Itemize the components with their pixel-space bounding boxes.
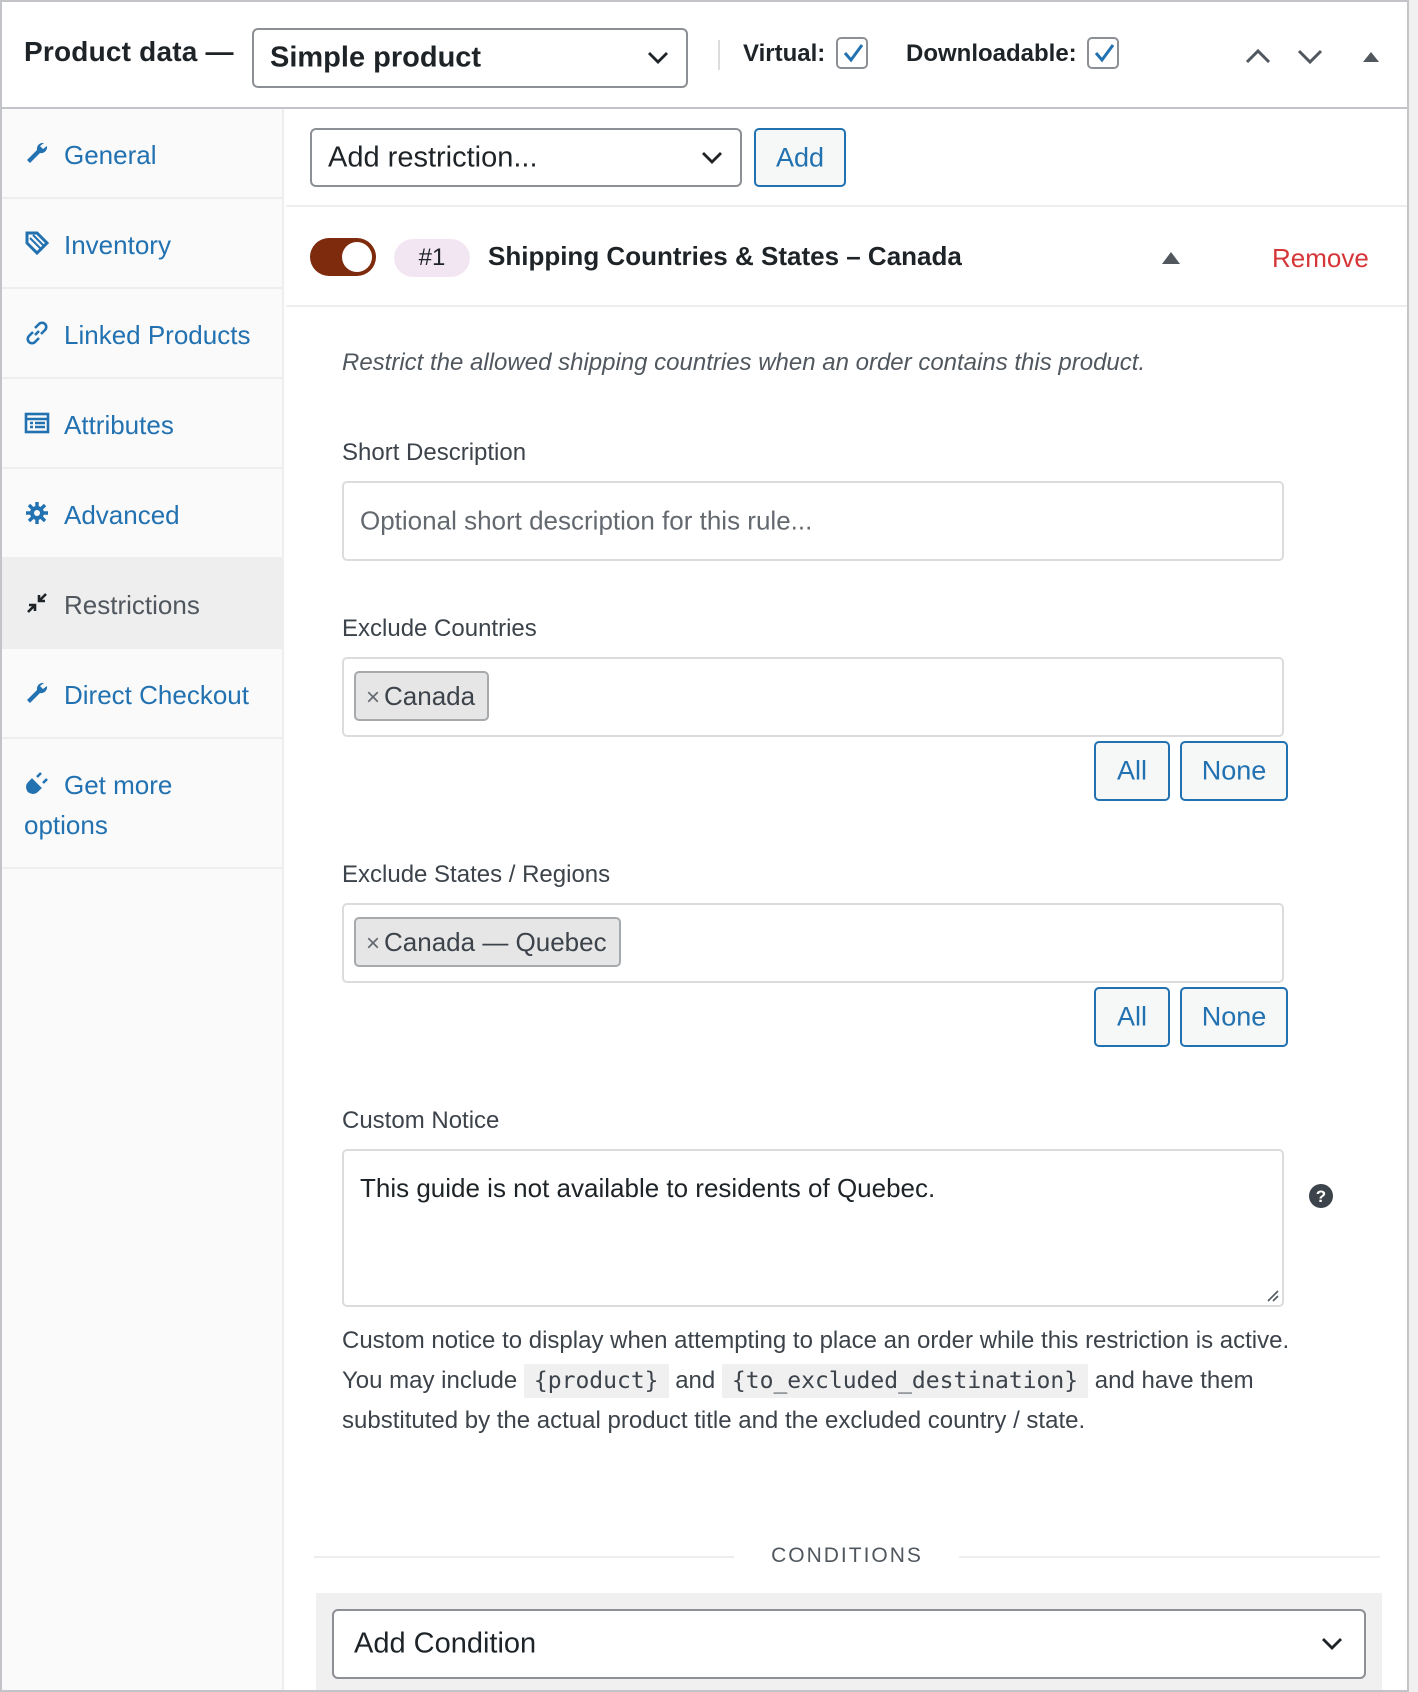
tab-label: Inventory xyxy=(64,230,171,260)
tab-label: Advanced xyxy=(64,500,180,530)
toggle-knob xyxy=(342,242,372,272)
restrictions-content xyxy=(286,109,1407,1690)
resize-handle-icon[interactable] xyxy=(1264,1287,1280,1303)
tab-restrictions[interactable] xyxy=(2,559,282,649)
conditions-separator xyxy=(314,1542,1380,1572)
add-restriction-select[interactable] xyxy=(310,128,742,187)
tab-linked-products[interactable] xyxy=(2,289,282,379)
select-none-countries-button[interactable] xyxy=(1180,741,1288,801)
add-restriction-placeholder: Add restriction... xyxy=(328,141,538,173)
custom-notice-value: This guide is not available to residents of Quebec. xyxy=(360,1173,936,1203)
move-down-icon[interactable] xyxy=(1295,42,1325,70)
tag-label: Canada xyxy=(384,681,476,711)
checkmark-icon xyxy=(1091,40,1117,66)
desc-text: Custom notice to display when attempting to place an order while this restriction is active. You may include xyxy=(342,1327,1290,1394)
rule-intro: Restrict the allowed shipping countries when an order contains this product. xyxy=(342,349,1146,376)
desc-text: and have them substituted by the actual product title and the excluded country / state. xyxy=(342,1367,1254,1434)
restriction-rule-header[interactable] xyxy=(286,207,1407,307)
tab-label: General xyxy=(64,140,157,170)
rule-number-badge: #1 xyxy=(394,239,470,277)
tag-label: Canada — Quebec xyxy=(384,927,607,957)
remove-rule-link[interactable]: Remove xyxy=(1272,243,1369,273)
remove-tag-icon[interactable]: × xyxy=(366,930,381,957)
product-type-value: Simple product xyxy=(270,41,482,74)
tab-label: Attributes xyxy=(64,410,174,440)
arrows-in-icon xyxy=(24,590,50,616)
exclude-countries-input[interactable] xyxy=(342,657,1284,737)
conditions-heading: CONDITIONS xyxy=(771,1544,923,1567)
list-icon xyxy=(24,410,50,436)
none-label: None xyxy=(1201,1001,1267,1032)
panel-title: Product data — xyxy=(24,36,234,67)
chevron-down-icon xyxy=(646,50,670,66)
plugin-icon xyxy=(24,770,50,796)
add-condition-select[interactable] xyxy=(332,1609,1366,1679)
add-restriction-button[interactable] xyxy=(754,128,846,187)
wrench-icon xyxy=(24,140,50,166)
chevron-down-icon xyxy=(700,150,724,166)
none-label: None xyxy=(1201,755,1267,786)
exclude-states-input[interactable] xyxy=(342,903,1284,983)
checkmark-icon xyxy=(840,40,866,66)
country-tag[interactable] xyxy=(354,671,489,721)
tag-icon xyxy=(24,230,50,256)
short-description-input[interactable] xyxy=(342,481,1284,561)
add-condition-placeholder: Add Condition xyxy=(354,1627,537,1660)
state-tag[interactable] xyxy=(354,917,621,967)
tab-direct-checkout[interactable] xyxy=(2,649,282,739)
collapse-panel-icon[interactable] xyxy=(1356,42,1386,70)
custom-notice-description xyxy=(342,1321,1302,1441)
wrench-icon xyxy=(24,680,50,706)
tab-label: Linked Products xyxy=(64,320,251,350)
select-all-states-button[interactable] xyxy=(1094,987,1170,1047)
tab-get-more-options[interactable] xyxy=(2,739,282,869)
downloadable-label: Downloadable: xyxy=(906,40,1077,67)
custom-notice-textarea[interactable] xyxy=(342,1149,1284,1307)
all-label: All xyxy=(1116,1001,1147,1032)
select-all-countries-button[interactable] xyxy=(1094,741,1170,801)
tab-general[interactable] xyxy=(2,109,282,199)
short-description-placeholder: Optional short description for this rule... xyxy=(360,505,813,536)
virtual-label: Virtual: xyxy=(743,40,826,67)
desc-text: and xyxy=(675,1367,716,1394)
conditions-box xyxy=(316,1593,1382,1692)
help-icon[interactable] xyxy=(1308,1183,1334,1209)
header-divider xyxy=(718,40,720,70)
collapse-rule-icon[interactable] xyxy=(1162,252,1180,264)
rule-title: Shipping Countries & States – Canada xyxy=(488,241,962,271)
exclude-countries-label: Exclude Countries xyxy=(342,615,537,642)
select-none-states-button[interactable] xyxy=(1180,987,1288,1047)
add-button-label: Add xyxy=(775,142,825,172)
downloadable-checkbox[interactable] xyxy=(1087,37,1119,69)
separator-line xyxy=(959,1556,1380,1558)
gear-icon xyxy=(24,500,50,526)
tab-advanced[interactable] xyxy=(2,469,282,559)
tab-attributes[interactable] xyxy=(2,379,282,469)
add-restriction-row xyxy=(286,109,1407,207)
tab-inventory[interactable] xyxy=(2,199,282,289)
link-icon xyxy=(24,320,50,346)
move-up-icon[interactable] xyxy=(1243,42,1273,70)
svg-text:?: ? xyxy=(1315,1187,1327,1206)
rule-enabled-toggle[interactable] xyxy=(310,238,376,276)
product-data-header xyxy=(2,2,1407,109)
placeholder-code: {to_excluded_destination} xyxy=(722,1364,1088,1398)
product-data-tabs xyxy=(2,109,284,1692)
custom-notice-label: Custom Notice xyxy=(342,1107,500,1134)
placeholder-code: {product} xyxy=(524,1364,669,1398)
exclude-states-label: Exclude States / Regions xyxy=(342,861,611,888)
all-label: All xyxy=(1116,755,1147,786)
virtual-checkbox[interactable] xyxy=(836,37,868,69)
chevron-down-icon xyxy=(1320,1636,1344,1652)
short-description-label: Short Description xyxy=(342,439,527,466)
tab-label: Get more options xyxy=(24,770,173,840)
remove-tag-icon[interactable]: × xyxy=(366,684,381,711)
tab-label: Direct Checkout xyxy=(64,680,249,710)
product-type-select[interactable] xyxy=(252,28,688,88)
tab-label: Restrictions xyxy=(64,590,200,620)
